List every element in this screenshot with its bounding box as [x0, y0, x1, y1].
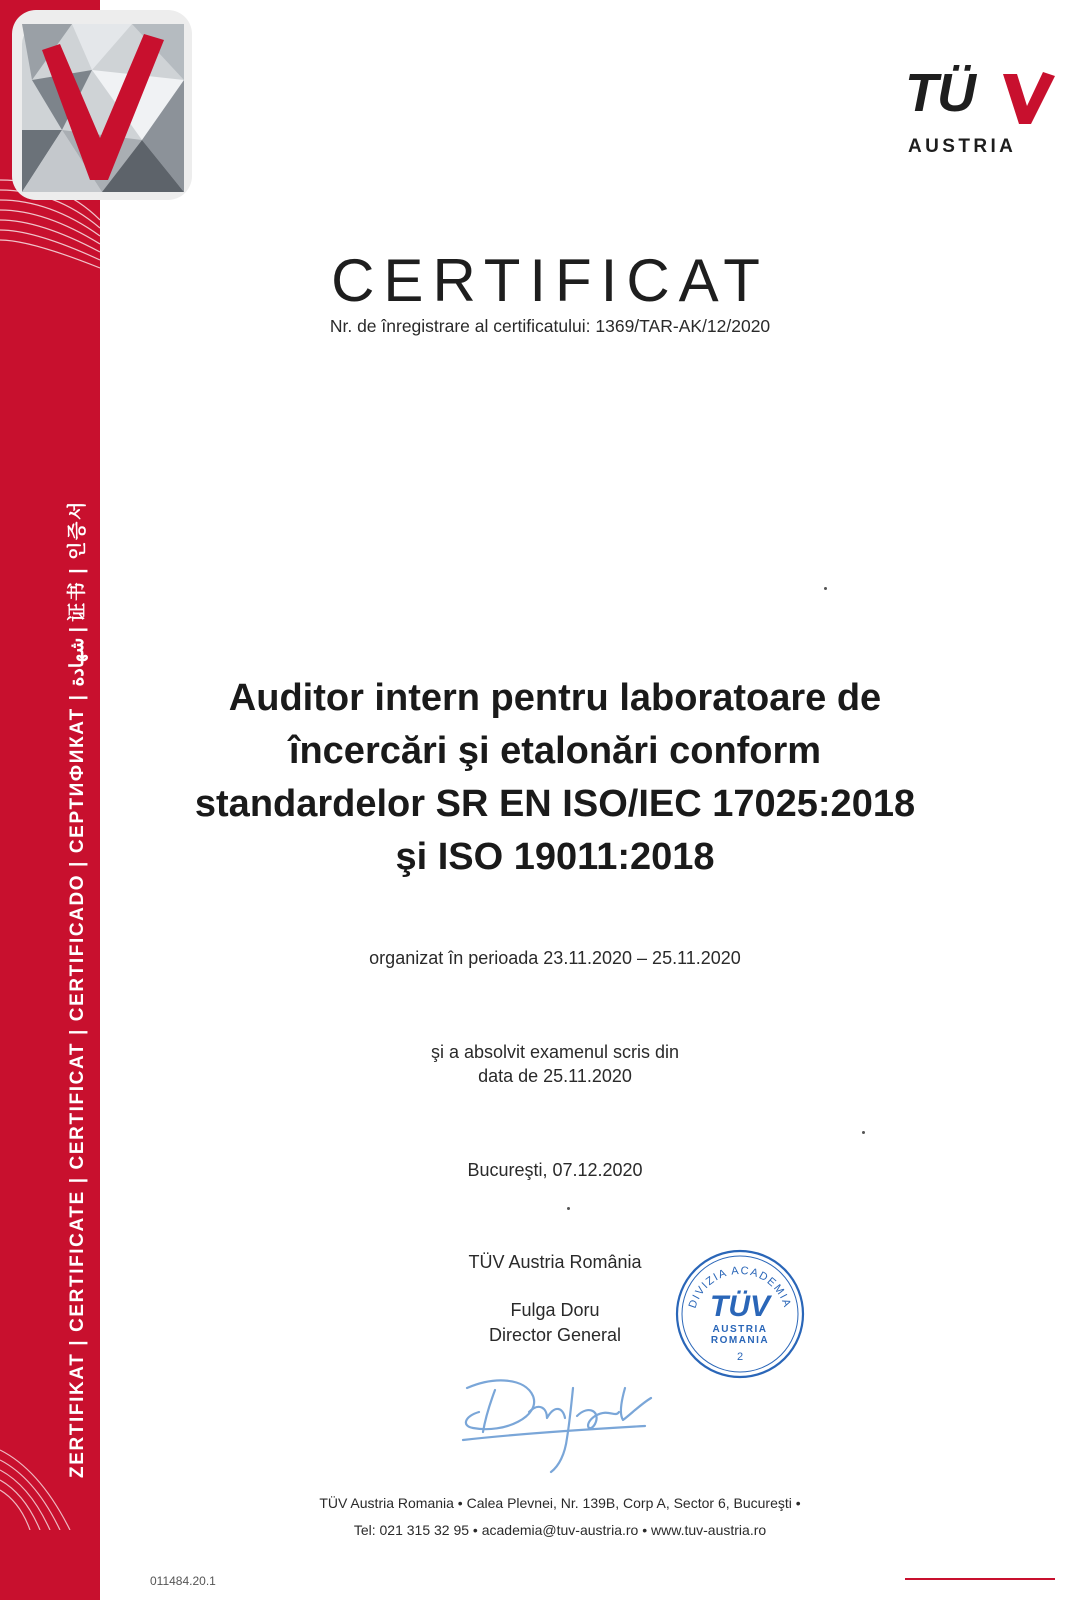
stamp-arc-text: DIVIZIA ACADEMIA	[686, 1264, 794, 1310]
exam-date: data de 25.11.2020	[478, 1066, 632, 1086]
tuv-austria-logo	[905, 62, 1055, 162]
certificate-title: CERTIFICAT	[331, 247, 769, 314]
registration-number: Nr. de înregistrare al certificatului: 1369/TAR-AK/12/2020	[329, 316, 771, 336]
footer-address: TÜV Austria Romania • Calea Plevnei, Nr. 139B, Corp A, Sector 6, Bucureşti •	[319, 1495, 801, 1511]
course-title-line: Auditor intern pentru laboratoare de	[228, 677, 882, 719]
logo-brand-text: TÜ	[905, 63, 975, 123]
logo-v-check-icon	[1001, 70, 1055, 126]
course-title-line: încercări şi etalonări conform	[288, 730, 822, 772]
logo-country-text: AUSTRIA	[908, 136, 1017, 157]
handwritten-signature	[455, 1368, 665, 1478]
hologram-seal	[12, 10, 192, 200]
signer-name: Fulga Doru	[510, 1300, 600, 1320]
multilingual-certificate-label: ZERTIFIKAT | CERTIFICATE | CERTIFICAT | CERTIFICADO | СЕРТИФИКАТ | شهادة | 证书 | 인증서	[67, 500, 88, 1478]
stamp-line-romania: ROMANIA	[710, 1335, 770, 1346]
course-period: organizat în perioada 23.11.2020 – 25.11.2020	[369, 948, 741, 968]
course-title	[110, 672, 1000, 884]
academia-stamp	[672, 1246, 808, 1382]
stamp-line-austria: AUSTRIA	[712, 1324, 768, 1335]
hologram-check-icon	[12, 10, 192, 200]
course-title-line: standardelor SR EN ISO/IEC 17025:2018	[194, 783, 916, 825]
footer-contact: Tel: 021 315 32 95 • academia@tuv-austria.ro • www.tuv-austria.ro	[353, 1522, 767, 1538]
scan-speck	[862, 1131, 865, 1134]
scan-speck	[824, 587, 827, 590]
document-serial: 011484.20.1	[150, 1574, 216, 1588]
scan-speck	[567, 1207, 570, 1210]
course-title-line: şi ISO 19011:2018	[395, 836, 715, 878]
signer-title: Director General	[488, 1325, 622, 1345]
bottom-edge-line	[905, 1578, 1055, 1580]
stamp-brand: TÜV	[710, 1290, 770, 1323]
stamp-number: 2	[736, 1351, 744, 1363]
place-and-date: Bucureşti, 07.12.2020	[467, 1160, 643, 1180]
side-band	[0, 0, 100, 1600]
exam-statement: şi a absolvit examenul scris din	[430, 1042, 680, 1062]
issuing-organization: TÜV Austria România	[468, 1252, 642, 1272]
